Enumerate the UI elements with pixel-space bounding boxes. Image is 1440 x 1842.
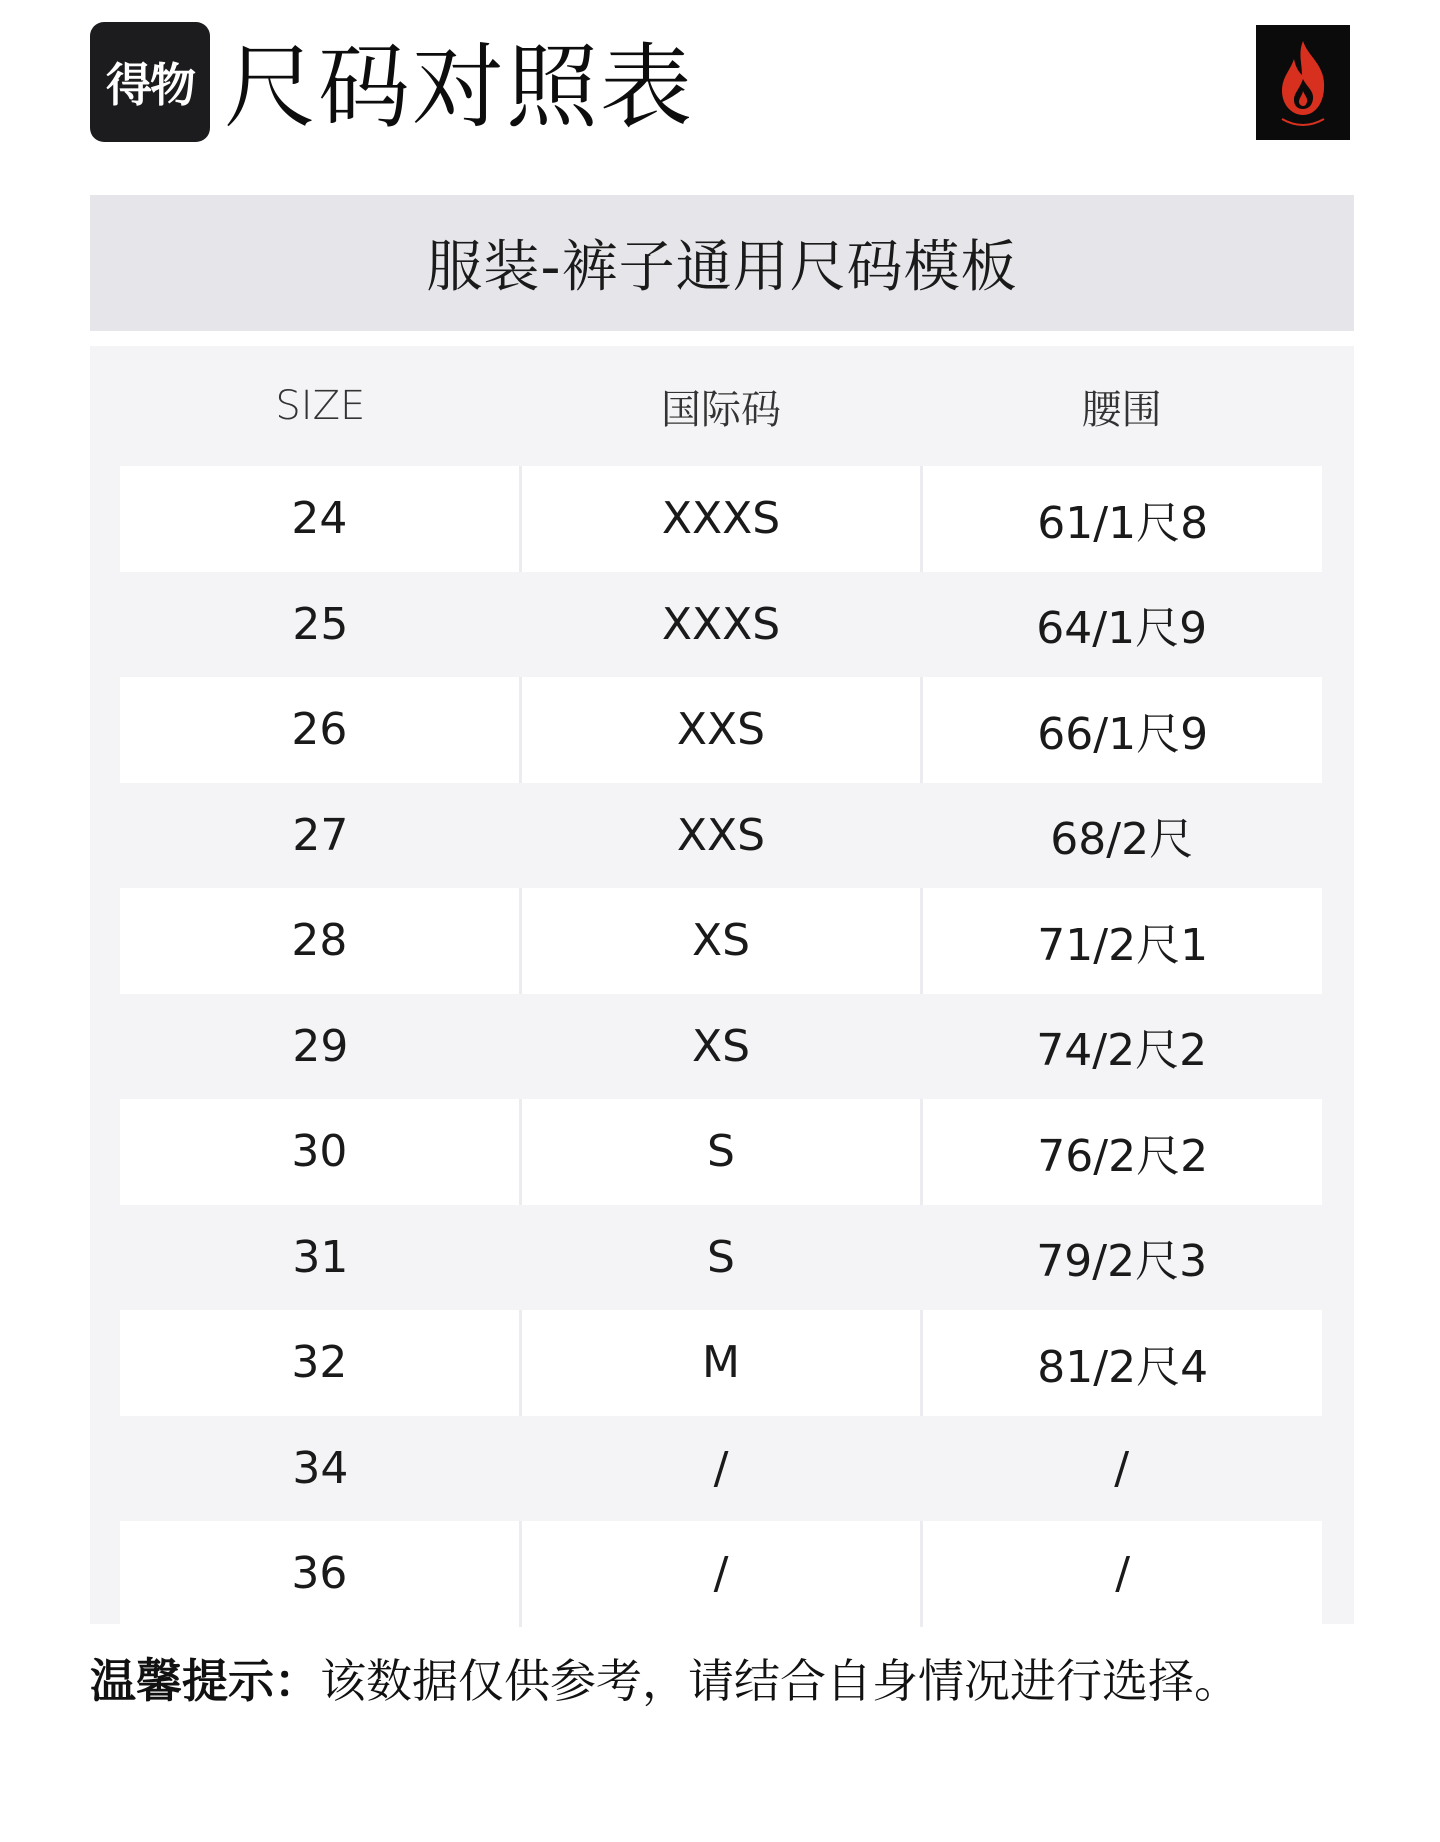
size-cell: 24: [120, 466, 519, 572]
intl-size-cell: S: [519, 1099, 921, 1205]
size-cell: 27: [292, 809, 349, 861]
column-header-intl-size: 国际码: [661, 386, 781, 433]
column-header-waist: 腰围: [1081, 386, 1162, 433]
table-row: [120, 888, 1322, 994]
intl-size-cell: M: [519, 1310, 921, 1416]
size-cell: 30: [120, 1099, 519, 1205]
waist-cell: 64/1尺9: [1036, 603, 1208, 655]
brand-logo: [90, 22, 210, 142]
table-body: [120, 466, 1322, 1627]
intl-size-cell: XS: [519, 888, 921, 994]
intl-size-cell: XS: [691, 1020, 751, 1072]
waist-cell: 61/1尺8: [920, 466, 1322, 572]
subtitle-band: [90, 195, 1354, 331]
size-cell: 36: [120, 1521, 519, 1627]
waist-cell: /: [1114, 1442, 1130, 1494]
size-cell: 26: [120, 677, 519, 783]
footer-note: [90, 1645, 1240, 1711]
intl-size-cell: /: [713, 1442, 729, 1494]
table-row: [120, 677, 1322, 783]
waist-cell: 71/2尺1: [920, 888, 1322, 994]
flame-icon: [1268, 35, 1338, 131]
table-row: [120, 1521, 1322, 1627]
intl-size-cell: XXXS: [661, 598, 781, 650]
table-row: [120, 1310, 1322, 1416]
waist-cell: 76/2尺2: [920, 1099, 1322, 1205]
waist-cell: 79/2尺3: [1036, 1236, 1208, 1288]
table-row: [120, 466, 1322, 572]
size-table: [90, 346, 1354, 1624]
size-cell: 28: [120, 888, 519, 994]
intl-size-cell: XXXS: [519, 466, 921, 572]
table-row: [120, 783, 1322, 889]
page-title: 尺码对照表: [224, 34, 695, 141]
size-cell: 34: [292, 1442, 349, 1494]
intl-size-cell: XXS: [676, 809, 766, 861]
waist-cell: /: [920, 1521, 1322, 1627]
column-header-size: SIZE: [275, 383, 366, 429]
table-row: [120, 1099, 1322, 1205]
intl-size-cell: XXS: [519, 677, 921, 783]
table-header-row: [120, 346, 1322, 466]
waist-cell: 74/2尺2: [1036, 1025, 1208, 1077]
size-cell: 32: [120, 1310, 519, 1416]
footer-text: 该数据仅供参考，请结合自身情况进行选择。: [320, 1654, 1240, 1708]
flame-logo-icon: [1256, 25, 1350, 140]
waist-cell: 68/2尺: [1050, 814, 1194, 866]
table-row: [120, 1416, 1322, 1522]
intl-size-cell: S: [707, 1231, 735, 1283]
intl-size-cell: /: [519, 1521, 921, 1627]
table-row: [120, 1205, 1322, 1311]
table-row: [120, 994, 1322, 1100]
size-cell: 25: [292, 598, 349, 650]
footer-label: 温馨提示：: [90, 1654, 320, 1708]
brand-logo-text: 得物: [106, 58, 194, 112]
header: [90, 22, 1350, 150]
size-cell: 29: [292, 1020, 349, 1072]
waist-cell: 66/1尺9: [920, 677, 1322, 783]
size-cell: 31: [292, 1231, 349, 1283]
table-row: [120, 572, 1322, 678]
waist-cell: 81/2尺4: [920, 1310, 1322, 1416]
table-subtitle: 服装-裤子通用尺码模板: [426, 235, 1018, 300]
